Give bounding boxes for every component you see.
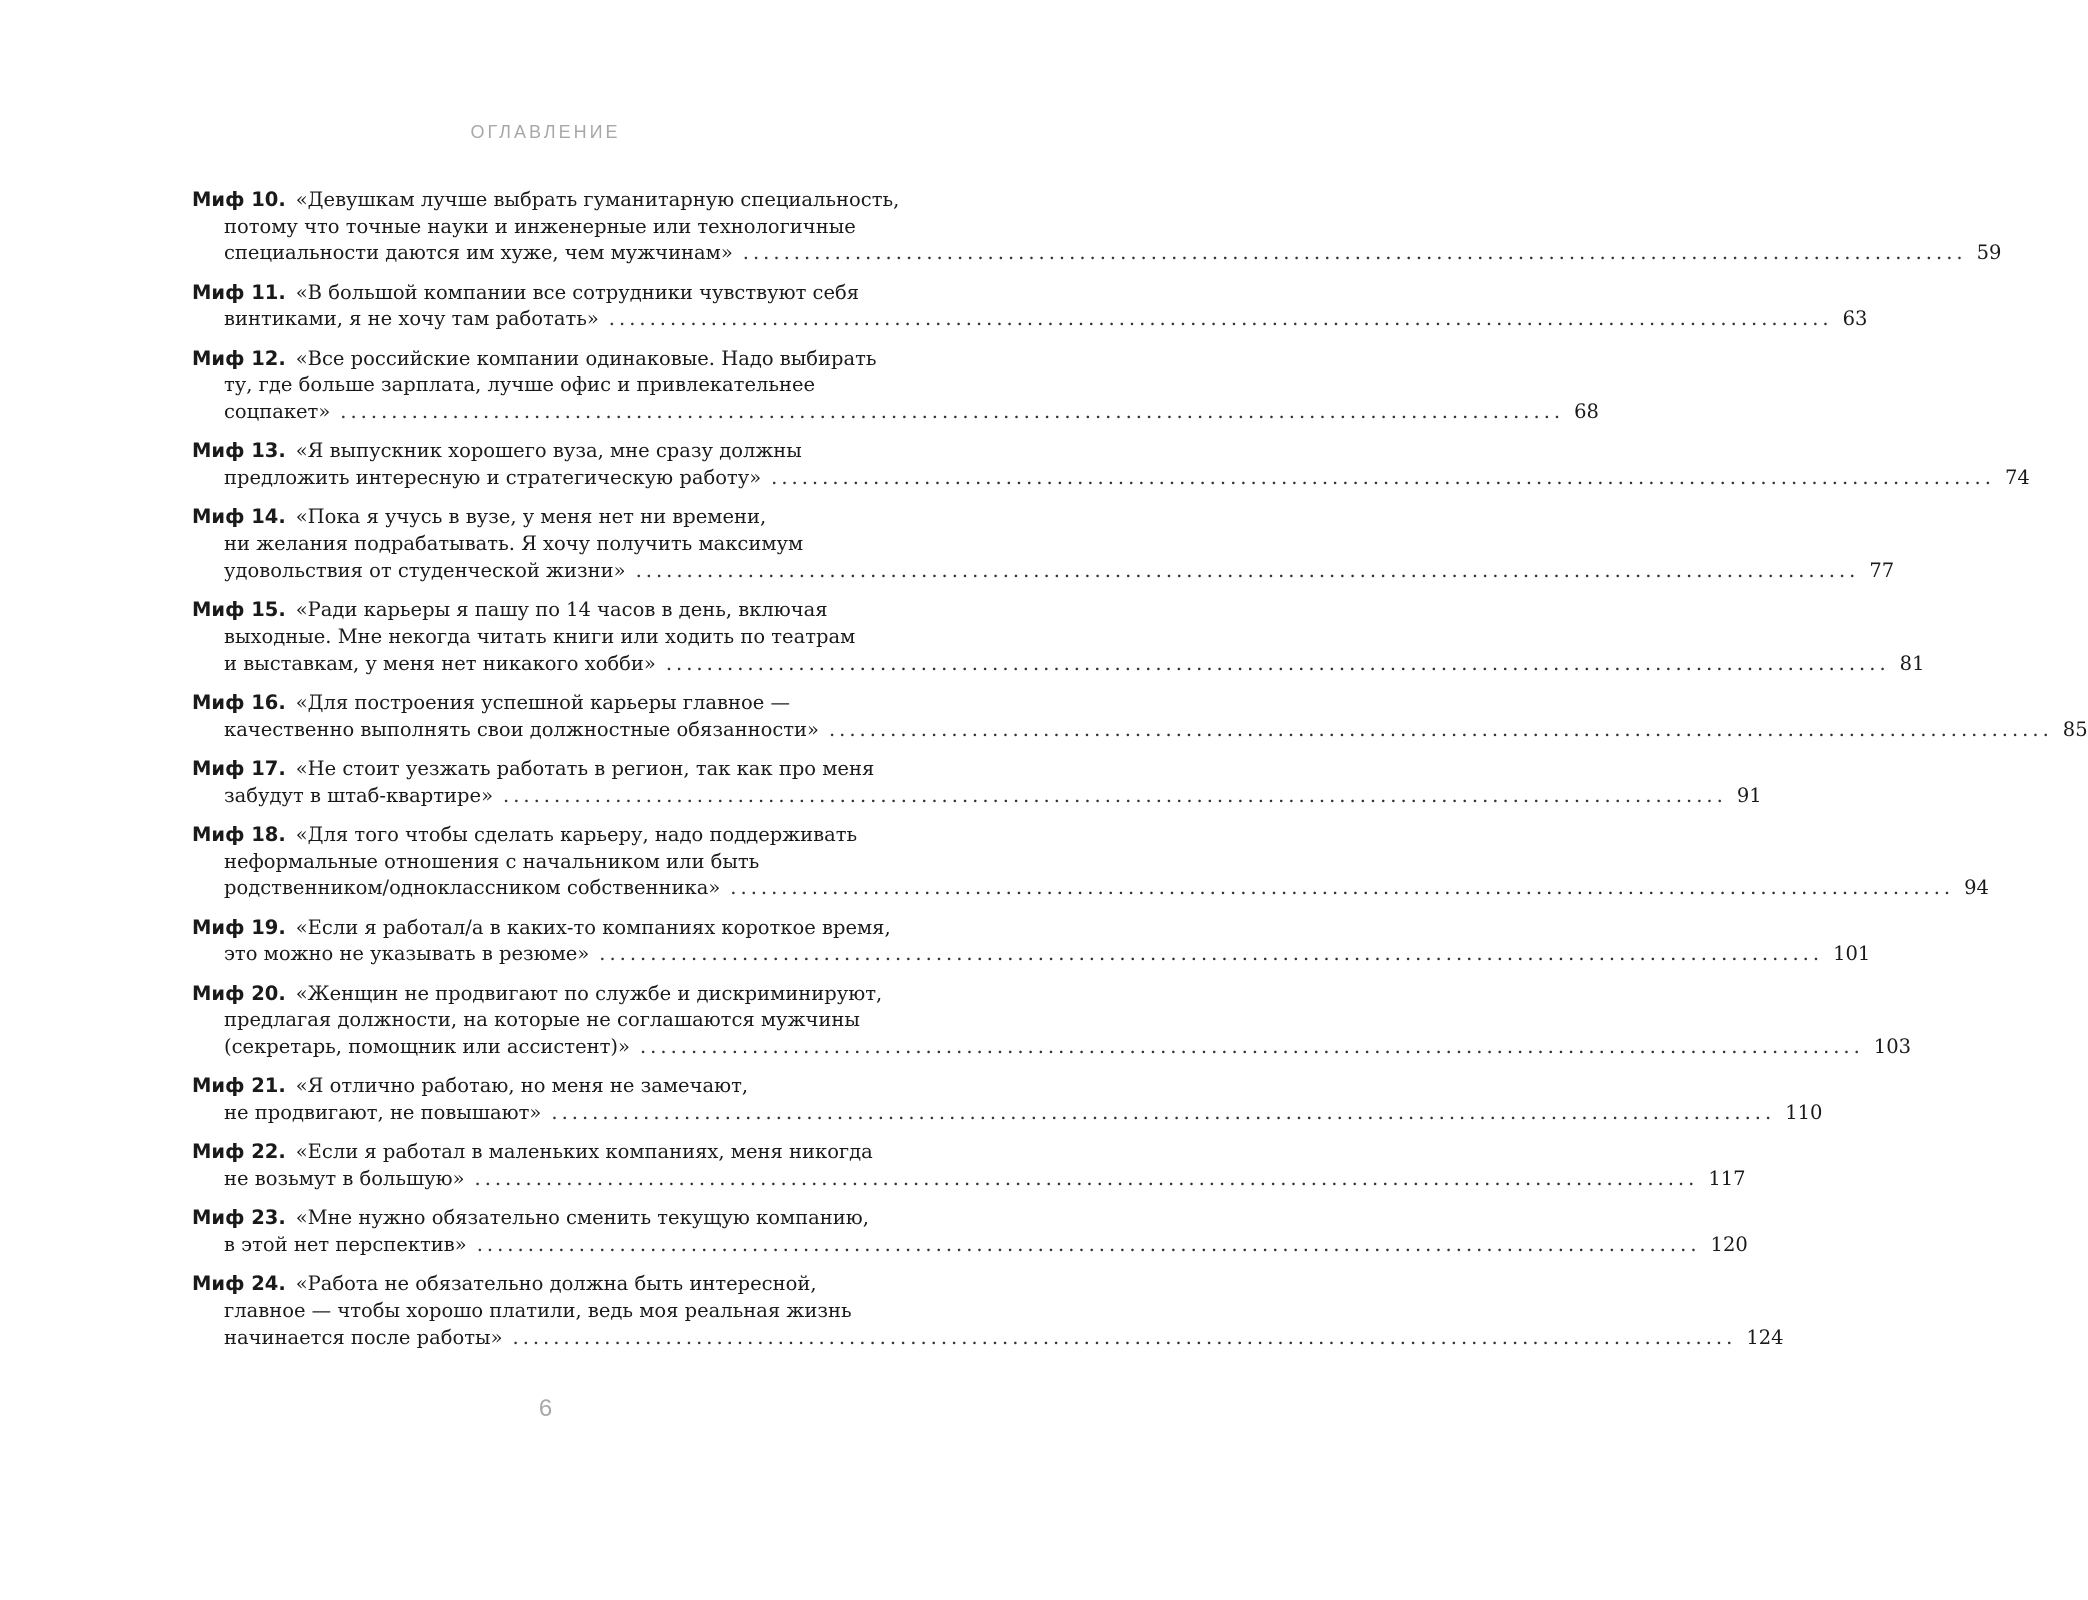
toc-entry-line: [192, 624, 942, 651]
myth-title-text: «Я отлично работаю, но меня не замечают,: [295, 1074, 749, 1098]
toc-entry-line: [192, 214, 942, 241]
myth-title-text: и выставкам, у меня нет никакого хобби»: [224, 651, 656, 675]
dot-leader: ........................................................................................................................: [599, 942, 1824, 966]
dot-leader: ........................................................................................................................: [635, 558, 1860, 582]
page-reference: 91: [1736, 783, 1762, 807]
toc-entry-line: [192, 1298, 942, 1325]
myth-title-text: «Все российские компании одинаковые. Надо выбирать: [295, 346, 877, 370]
toc-entry[interactable]: [192, 690, 2088, 743]
myth-title-text: «Для построения успешной карьеры главное —: [295, 690, 790, 714]
toc-entry-line: [192, 531, 942, 558]
toc-entry-line: [192, 941, 1871, 968]
dot-leader: ........................................................................................................................: [639, 1034, 1864, 1058]
page-reference: 74: [2004, 466, 2030, 490]
myth-label: Миф 16.: [192, 690, 286, 714]
myth-title-text: родственником/одноклассником собственника»: [224, 876, 721, 900]
page-reference: 120: [1710, 1232, 1748, 1256]
myth-title-text: начинается после работы»: [224, 1325, 503, 1349]
toc-entry-line: [192, 849, 942, 876]
dot-leader: ........................................................................................................................: [665, 651, 1890, 675]
toc-entry-line: [192, 240, 2002, 267]
toc-entry[interactable]: [192, 438, 2030, 491]
toc-entry[interactable]: [192, 346, 1599, 426]
dot-leader: ........................................................................................................................: [730, 876, 1955, 900]
myth-title-text: «Я выпускник хорошего вуза, мне сразу должны: [295, 439, 802, 463]
toc-entry-line: [192, 1325, 1784, 1352]
toc-entry-line: [192, 280, 942, 307]
page-reference: 63: [1842, 307, 1868, 331]
myth-title-text: удовольствия от студенческой жизни»: [224, 558, 626, 582]
dot-leader: ........................................................................................................................: [340, 400, 1565, 424]
toc-entry-line: [192, 1139, 942, 1166]
myth-title-text: качественно выполнять свои должностные обязанности»: [224, 717, 819, 741]
myth-title-text: «Женщин не продвигают по службе и дискриминируют,: [295, 981, 883, 1005]
myth-title-text: «Если я работал/а в каких-то компаниях короткое время,: [295, 915, 891, 939]
page-reference: 117: [1708, 1166, 1746, 1190]
myth-title-text: «Не стоит уезжать работать в регион, так как про меня: [295, 756, 875, 780]
dot-leader: ........................................................................................................................: [551, 1100, 1776, 1124]
toc-entry-line: [192, 187, 942, 214]
myth-label: Миф 15.: [192, 598, 286, 622]
page-reference: 68: [1574, 400, 1599, 424]
myth-title-text: «Работа не обязательно должна быть интересной,: [295, 1272, 817, 1296]
myth-title-text: не возьмут в большую»: [224, 1166, 465, 1190]
toc-entry[interactable]: [192, 822, 1989, 902]
dot-leader: ........................................................................................................................: [474, 1166, 1699, 1190]
myth-label: Миф 17.: [192, 756, 286, 780]
toc-entry[interactable]: [192, 504, 1895, 584]
page-reference: 124: [1746, 1325, 1784, 1349]
toc-entry-line: [192, 1034, 1912, 1061]
toc-entry[interactable]: [192, 981, 1912, 1061]
myth-label: Миф 12.: [192, 346, 286, 370]
dot-leader: ........................................................................................................................: [742, 241, 1967, 265]
toc-entry-line: [192, 651, 1925, 678]
dot-leader: ........................................................................................................................: [828, 717, 2053, 741]
toc-entry-line: [192, 690, 942, 717]
toc-entry-line: [192, 783, 1762, 810]
toc-entry[interactable]: [192, 915, 1871, 968]
toc-entry[interactable]: [192, 1139, 1746, 1192]
toc-entry-line: [192, 1232, 1748, 1259]
myth-title-text: (секретарь, помощник или ассистент)»: [224, 1034, 630, 1058]
myth-title-text: забудут в штаб-квартире»: [224, 783, 494, 807]
toc-entry[interactable]: [192, 756, 1762, 809]
page-reference: 101: [1833, 942, 1871, 966]
myth-title-text: соцпакет»: [224, 400, 331, 424]
dot-leader: ........................................................................................................................: [608, 307, 1833, 331]
toc-entry[interactable]: [192, 280, 1868, 333]
myth-title-text: не продвигают, не повышают»: [224, 1100, 542, 1124]
toc-entry-line: [192, 1007, 942, 1034]
toc-entry-line: [192, 306, 1868, 333]
myth-title-text: предложить интересную и стратегическую работу»: [224, 466, 762, 490]
myth-title-text: ту, где больше зарплата, лучше офис и привлекательнее: [224, 373, 816, 397]
toc-entry-line: [192, 558, 1895, 585]
page-reference: 103: [1873, 1034, 1912, 1058]
myth-label: Миф 23.: [192, 1206, 286, 1230]
toc-entry-line: [192, 822, 942, 849]
toc-heading: ОГЛАВЛЕНИЕ: [470, 122, 621, 142]
toc-entry-line: [192, 438, 942, 465]
toc-entry-line: [192, 1100, 1823, 1127]
page-reference: 81: [1899, 651, 1925, 675]
toc-entry-line: [192, 1166, 1746, 1193]
myth-label: Миф 18.: [192, 822, 286, 846]
toc-entry[interactable]: [192, 1073, 1823, 1126]
myth-title-text: винтиками, я не хочу там работать»: [224, 307, 599, 331]
page-reference: 59: [1976, 241, 2002, 265]
dot-leader: ........................................................................................................................: [503, 783, 1727, 807]
page-reference: 85: [2062, 717, 2088, 741]
myth-title-text: главное — чтобы хорошо платили, ведь моя реальная жизнь: [224, 1298, 852, 1322]
myth-label: Миф 21.: [192, 1074, 286, 1098]
page-reference: 94: [1964, 876, 1989, 900]
toc-entry-line: [192, 981, 942, 1008]
toc-entry-line: [192, 1205, 942, 1232]
table-of-contents: [192, 187, 2088, 1364]
toc-entry[interactable]: [192, 1271, 1784, 1351]
toc-entry-line: [192, 399, 1599, 426]
myth-title-text: «Ради карьеры я пашу по 14 часов в день, включая: [295, 598, 828, 622]
myth-title-text: ни желания подрабатывать. Я хочу получить максимум: [224, 532, 804, 556]
myth-title-text: в этой нет перспектив»: [224, 1232, 467, 1256]
page-number: 6: [538, 1395, 553, 1422]
toc-entry-line: [192, 504, 942, 531]
dot-leader: ........................................................................................................................: [771, 466, 1995, 490]
toc-entry-line: [192, 597, 942, 624]
toc-entry-line: [192, 1073, 942, 1100]
myth-title-text: это можно не указывать в резюме»: [224, 942, 590, 966]
toc-entry[interactable]: [192, 187, 2002, 267]
myth-label: Миф 22.: [192, 1140, 286, 1164]
myth-label: Миф 19.: [192, 915, 286, 939]
page-reference: 77: [1869, 558, 1895, 582]
myth-label: Миф 11.: [192, 280, 286, 304]
myth-title-text: «Для того чтобы сделать карьеру, надо поддерживать: [295, 822, 858, 846]
myth-title-text: предлагая должности, на которые не соглашаются мужчины: [224, 1008, 860, 1032]
toc-entry-line: [192, 756, 942, 783]
myth-label: Миф 14.: [192, 505, 286, 529]
page-reference: 110: [1785, 1100, 1823, 1124]
myth-title-text: «Девушкам лучше выбрать гуманитарную специальность,: [295, 188, 900, 211]
toc-entry[interactable]: [192, 597, 1925, 677]
myth-label: Миф 20.: [192, 981, 286, 1005]
dot-leader: ........................................................................................................................: [512, 1325, 1737, 1349]
myth-label: Миф 24.: [192, 1272, 286, 1296]
myth-title-text: «В большой компании все сотрудники чувствуют себя: [295, 280, 860, 304]
myth-title-text: специальности даются им хуже, чем мужчинам»: [224, 241, 733, 265]
toc-entry[interactable]: [192, 1205, 1748, 1258]
toc-entry-line: [192, 465, 2030, 492]
myth-title-text: неформальные отношения с начальником или быть: [224, 849, 760, 873]
myth-title-text: «Мне нужно обязательно сменить текущую компанию,: [295, 1206, 869, 1230]
myth-title-text: «Если я работал в маленьких компаниях, меня никогда: [295, 1140, 873, 1164]
toc-entry-line: [192, 346, 942, 373]
toc-entry-line: [192, 915, 942, 942]
toc-entry-line: [192, 717, 2088, 744]
dot-leader: ........................................................................................................................: [476, 1232, 1701, 1256]
myth-title-text: потому что точные науки и инженерные или технологичные: [224, 214, 856, 238]
toc-entry-line: [192, 875, 1989, 902]
toc-entry-line: [192, 1271, 942, 1298]
myth-label: Миф 10.: [192, 188, 286, 211]
toc-entry-line: [192, 372, 942, 399]
myth-label: Миф 13.: [192, 439, 286, 463]
myth-title-text: выходные. Мне некогда читать книги или ходить по театрам: [224, 624, 856, 648]
myth-title-text: «Пока я учусь в вузе, у меня нет ни времени,: [295, 505, 767, 529]
